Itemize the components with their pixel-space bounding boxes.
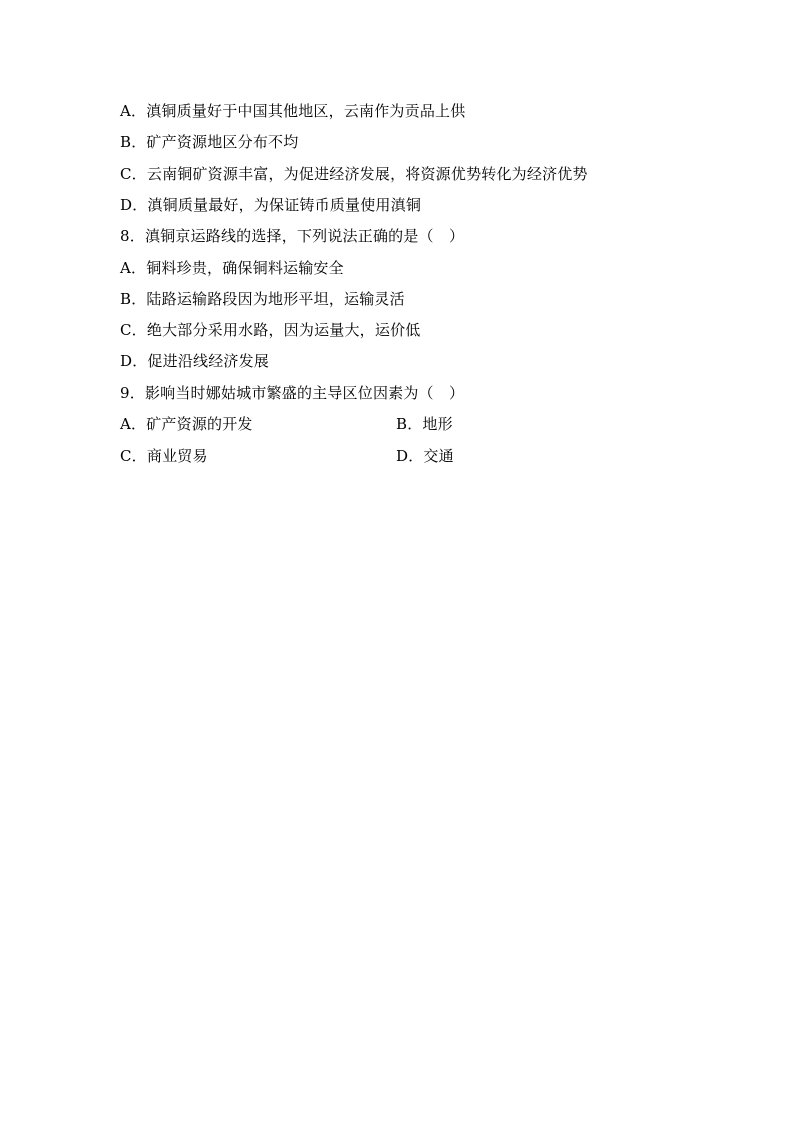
q7-option-b: B．矿产资源地区分布不均 (120, 133, 299, 151)
q8-stem: 8．滇铜京运路线的选择，下列说法正确的是（ ） (120, 227, 465, 245)
q9-option-b: B．地形 (396, 415, 453, 433)
q7-option-a: A．滇铜质量好于中国其他地区，云南作为贡品上供 (120, 102, 466, 120)
q9-option-c: C．商业贸易 (120, 447, 208, 465)
q8-option-c: C．绝大部分采用水路，因为运量大，运价低 (120, 321, 421, 339)
q9-option-a: A．矿产资源的开发 (120, 415, 253, 433)
q7-option-c: C．云南铜矿资源丰富，为促进经济发展，将资源优势转化为经济优势 (120, 165, 588, 183)
q8-option-d: D．促进沿线经济发展 (120, 352, 270, 370)
q7-option-d: D．滇铜质量最好，为保证铸币质量使用滇铜 (120, 196, 422, 214)
q9-option-d: D．交通 (396, 447, 454, 465)
q8-option-a: A．铜料珍贵，确保铜料运输安全 (120, 259, 344, 277)
q8-option-b: B．陆路运输路段因为地形平坦，运输灵活 (120, 290, 405, 308)
q9-stem: 9．影响当时娜姑城市繁盛的主导区位因素为（ ） (120, 384, 465, 402)
